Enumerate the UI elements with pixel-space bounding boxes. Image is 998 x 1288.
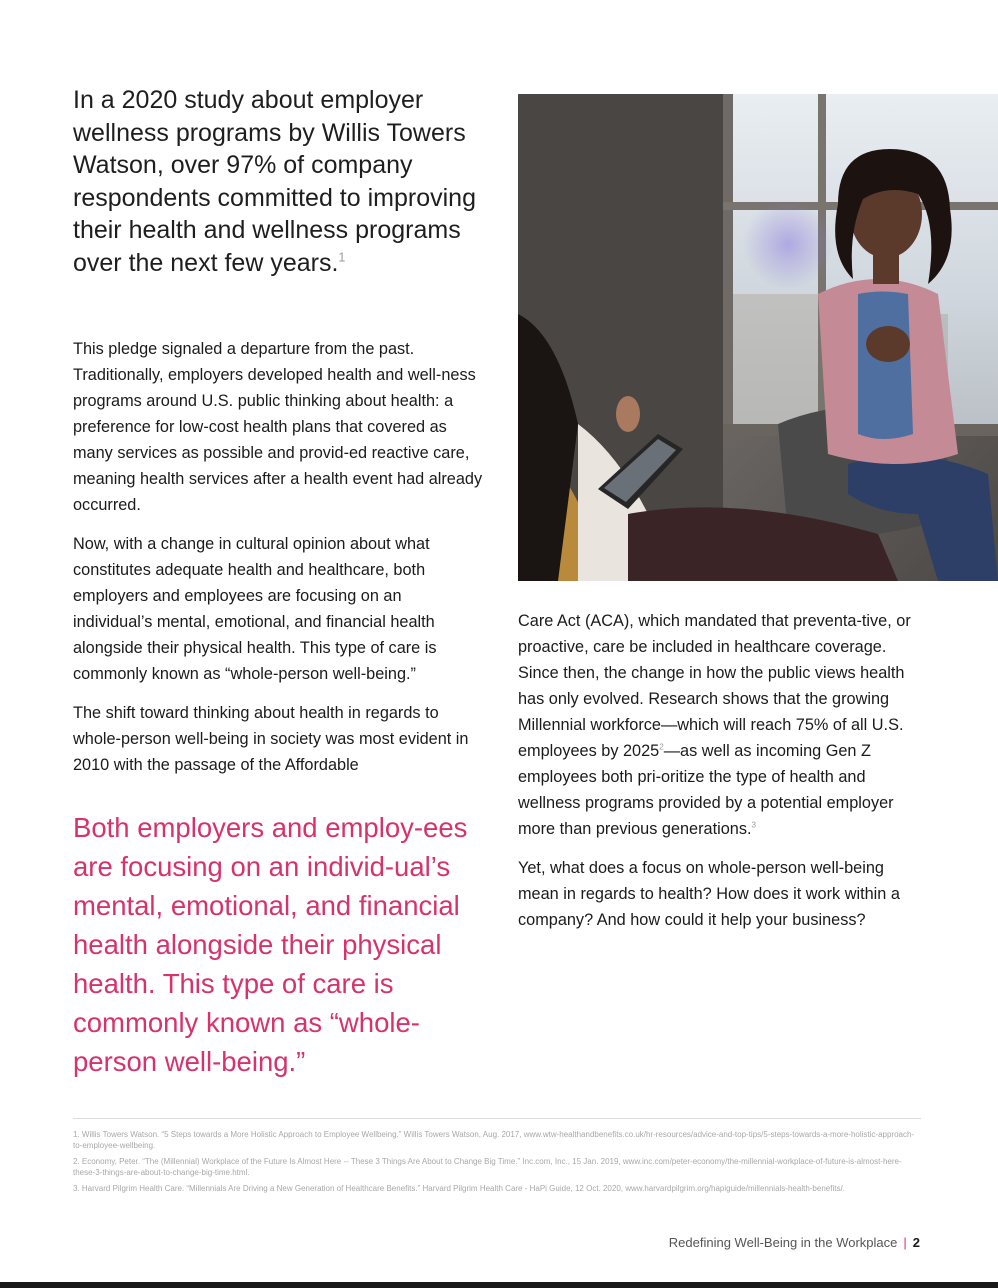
body-paragraph: Yet, what does a focus on whole-person well-being mean in regards to health? How does it work within a company? And how could it help your business? <box>518 859 900 929</box>
footnote-ref-3[interactable]: 3 <box>751 820 757 830</box>
lead-text: In a 2020 study about employer wellness programs by Willis Towers Watson, over 97% of company respondents committed to improving their health and wellness programs over the next few years. <box>73 86 476 277</box>
lead-paragraph <box>73 84 493 279</box>
footnote-3: 3. Harvard Pilgrim Health Care. “Millennials Are Driving a New Generation of Healthcare Benefits.” Harvard Pilgrim Health Care - HaPi Guide, 12 Oct. 2020, www.harvardpilgrim.org/hapiguide/millennials-health-benefits/. <box>73 1184 845 1193</box>
body-paragraph: This pledge signaled a departure from the past. Traditionally, employers developed health and well-ness programs around U.S. public thinking about health: a preference for low-cost health plans that covered as many services as possible and provid-ed reactive care, meaning health services after a health event had already occurred. <box>73 340 483 514</box>
pull-quote: Both employers and employ-ees are focusing on an individ-ual’s mental, emotional, and financial health alongside their physical health. This type of care is commonly known as “whole-person well-being.” <box>73 812 468 1077</box>
footnote-ref-2[interactable]: 2 <box>659 742 664 752</box>
photo-two-women-talking <box>518 94 998 581</box>
body-paragraph: Now, with a change in cultural opinion about what constitutes adequate health and healthcare, both employers and employees are focusing on an individual’s mental, emotional, and financial health alongside their physical health. This type of care is commonly known as “whole-person well-being.” <box>73 535 437 683</box>
photo-illustration <box>518 94 998 581</box>
right-body-column <box>518 608 926 946</box>
left-body-column <box>73 336 483 791</box>
footnote-1: 1. Willis Towers Watson. “5 Steps towards a More Holistic Approach to Employee Wellbeing.” Willis Towers Watson, Aug. 2017, www.wtw-healthandbenefits.co.uk/hr-resources/advice-and-top-tips/5-steps-towards-a-more-holistic-approach-to-employee-wellbeing. <box>73 1130 915 1150</box>
body-paragraph: The shift toward thinking about health in regards to whole-person well-being in society was most evident in 2010 with the passage of the Affordable <box>73 704 469 774</box>
body-paragraph <box>518 608 926 842</box>
page-footer <box>669 1235 920 1250</box>
body-text: Care Act (ACA), which mandated that preventa-tive, or proactive, care be included in healthcare coverage. Since then, the change in how the public views health has only evolved. Research shows that the growing Millennial workforce—which will reach 75% of all U.S. employees by 2025 <box>518 612 911 760</box>
body-text: —as well as incoming Gen Z employees both pri-oritize the type of health and wellness programs provided by a potential employer more than previous generations. <box>518 742 894 838</box>
footer-separator: | <box>903 1235 907 1250</box>
document-title: Redefining Well-Being in the Workplace <box>668 1235 898 1250</box>
page-number: 2 <box>912 1235 920 1250</box>
footnote-divider <box>73 1118 921 1119</box>
footnote-2: 2. Economy, Peter. “The (Millennial) Workplace of the Future Is Almost Here -- These 3 Things Are About to Change Big Time.” Inc.com, Inc., 15 Jan. 2019, www.inc.com/peter-economy/the-millennial-workplace-of-future-is-almost-here-these-3-things-are-about-to-change-big-time.html. <box>73 1157 902 1177</box>
footnotes <box>73 1130 923 1201</box>
footnote-ref-1[interactable]: 1 <box>338 250 346 265</box>
